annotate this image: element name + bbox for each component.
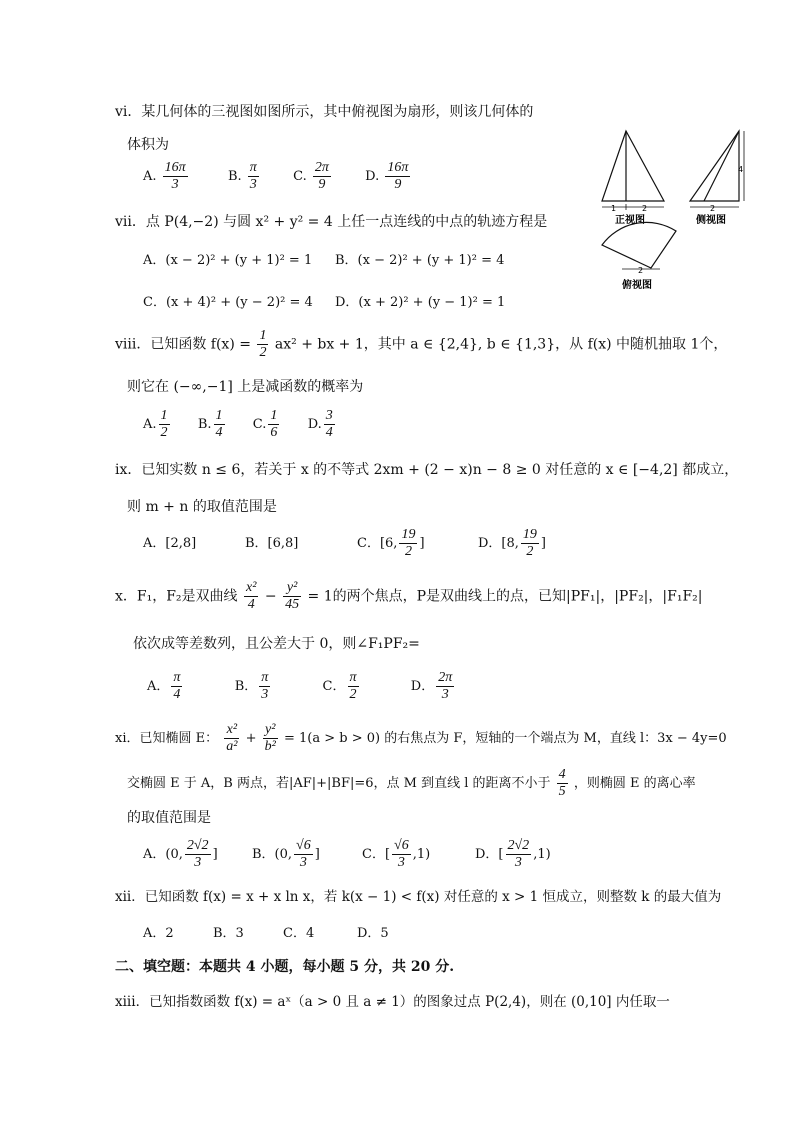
- q9-option-a: A．[2,8]: [143, 536, 197, 551]
- q8-stem-line1: viii．已知函数 f(x) = $\frac{1}{2}$ ax² + bx + 1，其中 a ∈ {2,4}, b ∈ {1,3}，从 f(x) 中随机抽取 1个，: [115, 328, 728, 360]
- section-2-heading: 二、填空题：本题共 4 小题，每小题 5 分，共 20 分.: [115, 959, 455, 975]
- top-view: [602, 222, 676, 269]
- q7-option-a: A．(x − 2)² + (y + 1)² = 1: [143, 253, 313, 268]
- q8-options: [143, 408, 337, 441]
- q10-option-a: A． $\frac{\pi}{4}$: [147, 670, 181, 702]
- q10-options: [147, 670, 456, 703]
- q7-option-c: C．(x + 4)² + (y − 2)² = 4: [143, 295, 313, 310]
- q9-option-c: C．[6, $\frac{19}{2}$ ]: [357, 527, 425, 559]
- q11-option-c: C．[ $\frac{√6}{3}$ ,1): [362, 838, 431, 870]
- q8-stem-line2: 则它在 (−∞,−1] 上是减函数的概率为: [127, 379, 364, 395]
- q8-option-a: A. $\frac{1}{2}$: [143, 408, 168, 440]
- q10-option-d: D． $\frac{2\pi}{3}$: [410, 670, 453, 702]
- q12-option-c: C．4: [283, 926, 315, 941]
- q6-option-d: D. $\frac{16\pi}{9}$: [365, 160, 409, 192]
- top-view-label: 俯视图: [622, 280, 652, 291]
- top-dim-2: 2: [638, 266, 644, 275]
- front-view-label: 正视图: [615, 215, 645, 226]
- q6-option-a: A. $\frac{16\pi}{3}$: [143, 160, 186, 192]
- side-view: [690, 131, 744, 207]
- q10-stem-line1: x．F₁，F₂是双曲线 $\frac{\text{x²}}{4}$ − $\frac{\text{y²}}{45}$ = 1的两个焦点，P是双曲线上的点，已知|PF₁|，|PF₂|，|F₁F₂|: [115, 580, 703, 612]
- q7-stem: vii．点 P(4,−2) 与圆 x² + y² = 4 上任一点连线的中点的轨迹方程是: [115, 214, 548, 230]
- q11-option-d: D．[ $\frac{2√2}{3}$ ,1): [475, 838, 551, 870]
- q12-stem: xii．已知函数 f(x) = x + x ln x，若 k(x − 1) < f(x) 对任意的 x > 1 恒成立，则整数 k 的最大值为: [115, 889, 722, 905]
- side-dim-4: 4: [738, 165, 744, 174]
- q7-option-d: D．(x + 2)² + (y − 1)² = 1: [335, 295, 506, 310]
- q9-stem-line2: 则 m + n 的取值范围是: [127, 499, 277, 515]
- q6-stem-line1: vi．某几何体的三视图如图所示，其中俯视图为扇形，则该几何体的: [115, 104, 534, 120]
- q12-option-d: D．5: [357, 926, 389, 941]
- q9-option-d: D．[8, $\frac{19}{2}$ ]: [478, 527, 546, 559]
- q10-option-c: C． $\frac{\pi}{2}$: [322, 670, 357, 702]
- q10-option-b: B． $\frac{\pi}{3}$: [234, 670, 269, 702]
- q13-stem: xiii．已知指数函数 f(x) = aˣ（a > 0 且 a ≠ 1）的图象过点 P(2,4)，则在 (0,10] 内任取一: [115, 994, 670, 1010]
- side-dim-2: 2: [710, 204, 716, 213]
- q12-option-b: B．3: [213, 926, 244, 941]
- q6-stem-line2: 体积为: [127, 137, 169, 153]
- q11-stem-line3: 的取值范围是: [127, 810, 211, 826]
- side-view-label: 侧视图: [696, 215, 726, 226]
- q6-options: [143, 160, 412, 193]
- q7-option-b: B．(x − 2)² + (y + 1)² = 4: [335, 253, 505, 268]
- q11-option-b: B．(0, $\frac{√6}{3}$ ]: [252, 838, 320, 870]
- q8-option-c: C. $\frac{1}{6}$: [252, 408, 278, 440]
- q8-option-b: B. $\frac{1}{4}$: [197, 408, 223, 440]
- q10-stem-line2: 依次成等差数列，且公差大于 0，则∠F₁PF₂=: [133, 636, 420, 652]
- front-dim-1: 1: [611, 204, 617, 213]
- three-view-figure: [598, 128, 748, 298]
- q12-option-a: A．2: [143, 926, 174, 941]
- q9-option-b: B．[6,8]: [245, 536, 299, 551]
- q6-option-b: B. $\frac{\pi}{3}$: [227, 160, 257, 192]
- q11-stem-line1: xi．已知椭圆 E： $\frac{\text{x²}}{\text{a²}}$ + $\frac{\text{y²}}{\text{b²}}$ = 1(a > b > 0) 的右焦点为 F，短轴的一个端点为 M，直线 l：3x − 4y=0: [115, 722, 727, 754]
- q11-stem-line2: 交椭圆 E 于 A，B 两点，若|AF|+|BF|=6，点 M 到直线 l 的距离不小于 $\frac{4}{5}$ ，则椭圆 E 的离心率: [127, 767, 696, 799]
- front-view: [602, 131, 664, 210]
- q9-stem-line1: ix．已知实数 n ≤ 6，若关于 x 的不等式 2xm + (2 − x)n − 8 ≥ 0 对任意的 x ∈ [−4,2] 都成立，: [115, 462, 739, 478]
- q6-option-c: C. $\frac{2\pi}{9}$: [293, 160, 329, 192]
- q8-option-d: D. $\frac{3}{4}$: [307, 408, 333, 440]
- front-dim-2: 2: [642, 204, 648, 213]
- q11-option-a: A．(0, $\frac{2√2}{3}$ ]: [143, 838, 218, 870]
